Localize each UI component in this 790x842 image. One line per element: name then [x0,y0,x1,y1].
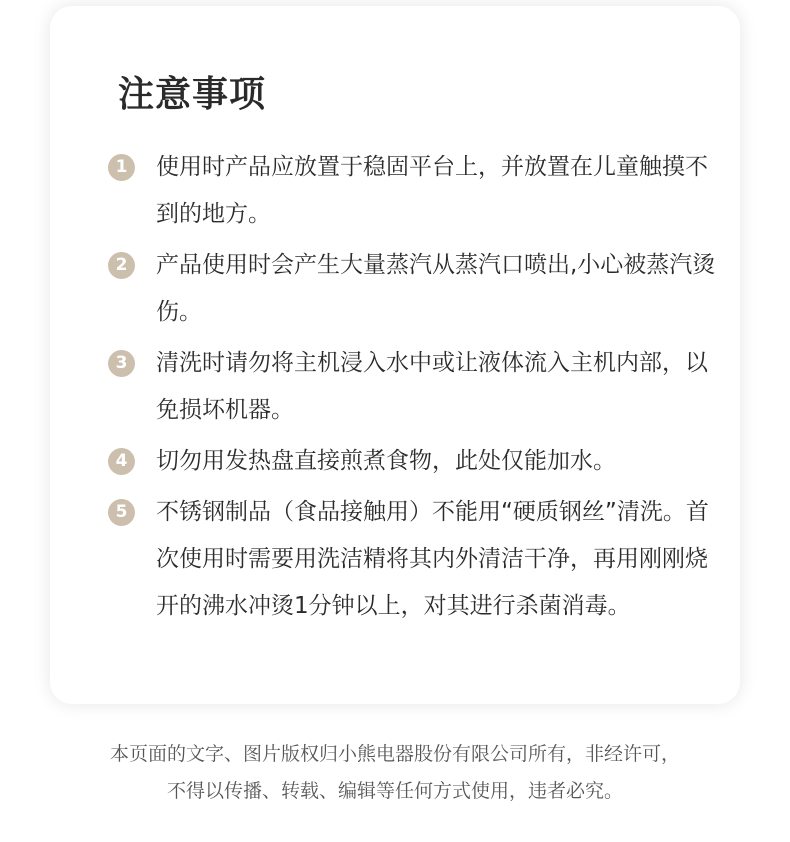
notice-text-2: 产品使用时会产生大量蒸汽从蒸汽口喷出,小心被蒸汽烫伤。 [156,252,716,325]
notice-text-3: 清洗时请勿将主机浸入水中或让液体流入主机内部，以免损坏机器。 [156,350,708,423]
notice-item-2 [106,242,716,336]
number-badge-1: 1 [108,154,135,181]
notice-item-5 [106,489,716,630]
number-badge-4: 4 [108,448,135,475]
notice-list [106,144,716,634]
copyright-line-2: 不得以传播、转载、编辑等任何方式使用，违者必究。 [166,780,623,802]
number-badge-5: 5 [108,499,135,526]
copyright-line-1: 本页面的文字、图片版权归小熊电器股份有限公司所有，非经许可， [109,743,680,765]
notice-text-5: 不锈钢制品（食品接触用）不能用“硬质钢丝”清洗。首次使用时需要用洗洁精将其内外清洁干净，再用刚刚烧开的沸水冲烫1分钟以上，对其进行杀菌消毒。 [156,499,709,619]
copyright-notice [0,736,790,810]
notice-text-1: 使用时产品应放置于稳固平台上，并放置在儿童触摸不到的地方。 [156,154,708,227]
notice-item-4 [106,438,716,485]
number-badge-3: 3 [108,350,135,377]
notice-item-3 [106,340,716,434]
notice-title: 注意事项 [118,74,267,115]
notice-item-1 [106,144,716,238]
notice-card [50,6,740,704]
notice-text-4: 切勿用发热盘直接煎煮食物，此处仅能加水。 [156,448,616,474]
number-badge-2: 2 [108,252,135,279]
